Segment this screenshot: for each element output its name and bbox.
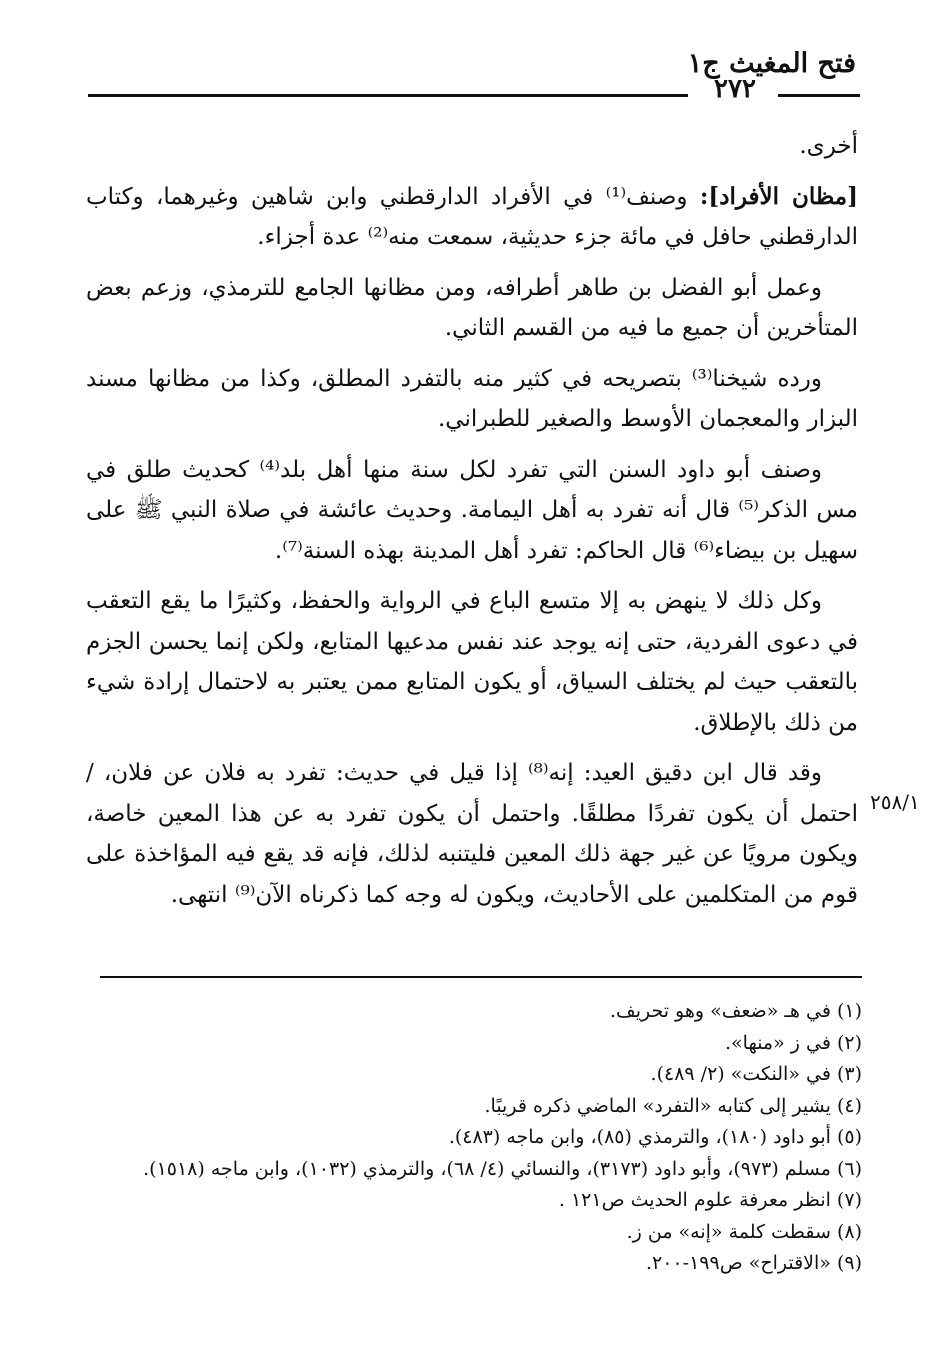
footnote-5: (٥) أبو داود (١٨٠)، والترمذي (٨٥)، وابن ماجه (٤٨٣). — [448, 1126, 862, 1148]
footnote-separator — [100, 976, 862, 978]
footnote-3: (٣) في «النكت» (٢/ ٤٨٩). — [650, 1063, 862, 1085]
paragraph-6: وكل ذلك لا ينهض به إلا متسع الباع في الرواية والحفظ، وكثيرًا ما يقع التعقب في دعوى الفردية، حتى إنه يوجد عند نفس مدعيها المتابع، ولكن إنما يحسن الجزم بالتعقب حيث لم يختلف السياق، أو يكون المتابع ممن يعتبر به لاحتمال إرادة شيء من ذلك بالإطلاق. — [86, 588, 858, 736]
footnotes — [86, 996, 862, 1280]
footnote-4: (٤) يشير إلى كتابه «التفرد» الماضي ذكره قريبًا. — [484, 1094, 862, 1117]
paragraph-5: وصنف أبو داود السنن التي تفرد لكل سنة منها أهل بلد⁽⁴⁾ كحديث طلق في مس الذكر⁽⁵⁾ قال أنه تفرد به أهل اليمامة. وحديث عائشة في صلاة النبي ﷺ على سهيل بن بيضاء⁽⁶⁾ قال الحاكم: تفرد أهل المدينة بهذه السنة⁽⁷⁾. — [86, 456, 858, 564]
footnote-6: (٦) مسلم (٩٧٣)، وأبو داود (٣١٧٣)، والنسائي (٤/ ٦٨)، والترمذي (١٠٣٢)، وابن ماجه (١٥١٨). — [143, 1157, 862, 1180]
footnote-2: (٢) في ز «منها». — [724, 1031, 862, 1054]
page-header — [88, 48, 860, 118]
paragraph-2-text: وصنف⁽¹⁾ في الأفراد الدارقطني وابن شاهين وغيرهما، وكتاب الدارقطني حافل في مائة جزء حديثية، سمعت منه⁽²⁾ عدة أجزاء. — [86, 183, 858, 250]
header-rule — [88, 94, 688, 97]
footnote-8: (٨) سقطت كلمة «إنه» من ز. — [626, 1220, 862, 1243]
main-text — [86, 126, 858, 925]
footnote-7: (٧) انظر معرفة علوم الحديث ص١٢١ . — [558, 1189, 862, 1211]
footnote-1: (١) في هـ «ضعف» وهو تحريف. — [609, 1000, 862, 1022]
paragraph-3: وعمل أبو الفضل بن طاهر أطرافه، ومن مظانها الجامع للترمذي، وزعم بعض المتأخرين أن جميع ما فيه من القسم الثاني. — [86, 274, 858, 341]
footnote-9: (٩) «الاقتراح» ص١٩٩-٢٠٠. — [645, 1252, 862, 1274]
paragraph-4: ورده شيخنا⁽³⁾ بتصريحه في كثير منه بالتفرد المطلق، وكذا من مظانها مسند البزار والمعجمان الأوسط والصغير للطبراني. — [86, 365, 858, 432]
section-label: [مظان الأفراد]: — [699, 182, 858, 210]
paragraph-7: وقد قال ابن دقيق العيد: إنه⁽⁸⁾ إذا قيل في حديث: تفرد به فلان عن فلان، / احتمل أن يكون تفردًا مطلقًا. واحتمل أن يكون تفرد به عن هذا المعين خاصة، ويكون مرويًا عن غير جهة ذلك المعين فليتنبه لذلك، فإنه قد يقع فيه المؤاخذة على قوم من المتكلمين على الأحاديث، ويكون له وجه كما ذكرناه الآن⁽⁹⁾ انتهى. — [86, 760, 858, 908]
paragraph-1: أخرى. — [799, 133, 858, 159]
page-number: ٢٧٢ — [714, 74, 756, 104]
header-rule-right — [778, 94, 860, 97]
margin-note: ٢٥٨/١ — [870, 790, 920, 814]
paragraph-2 — [86, 177, 858, 258]
book-title: فتح المغيث ج١ — [687, 48, 856, 79]
